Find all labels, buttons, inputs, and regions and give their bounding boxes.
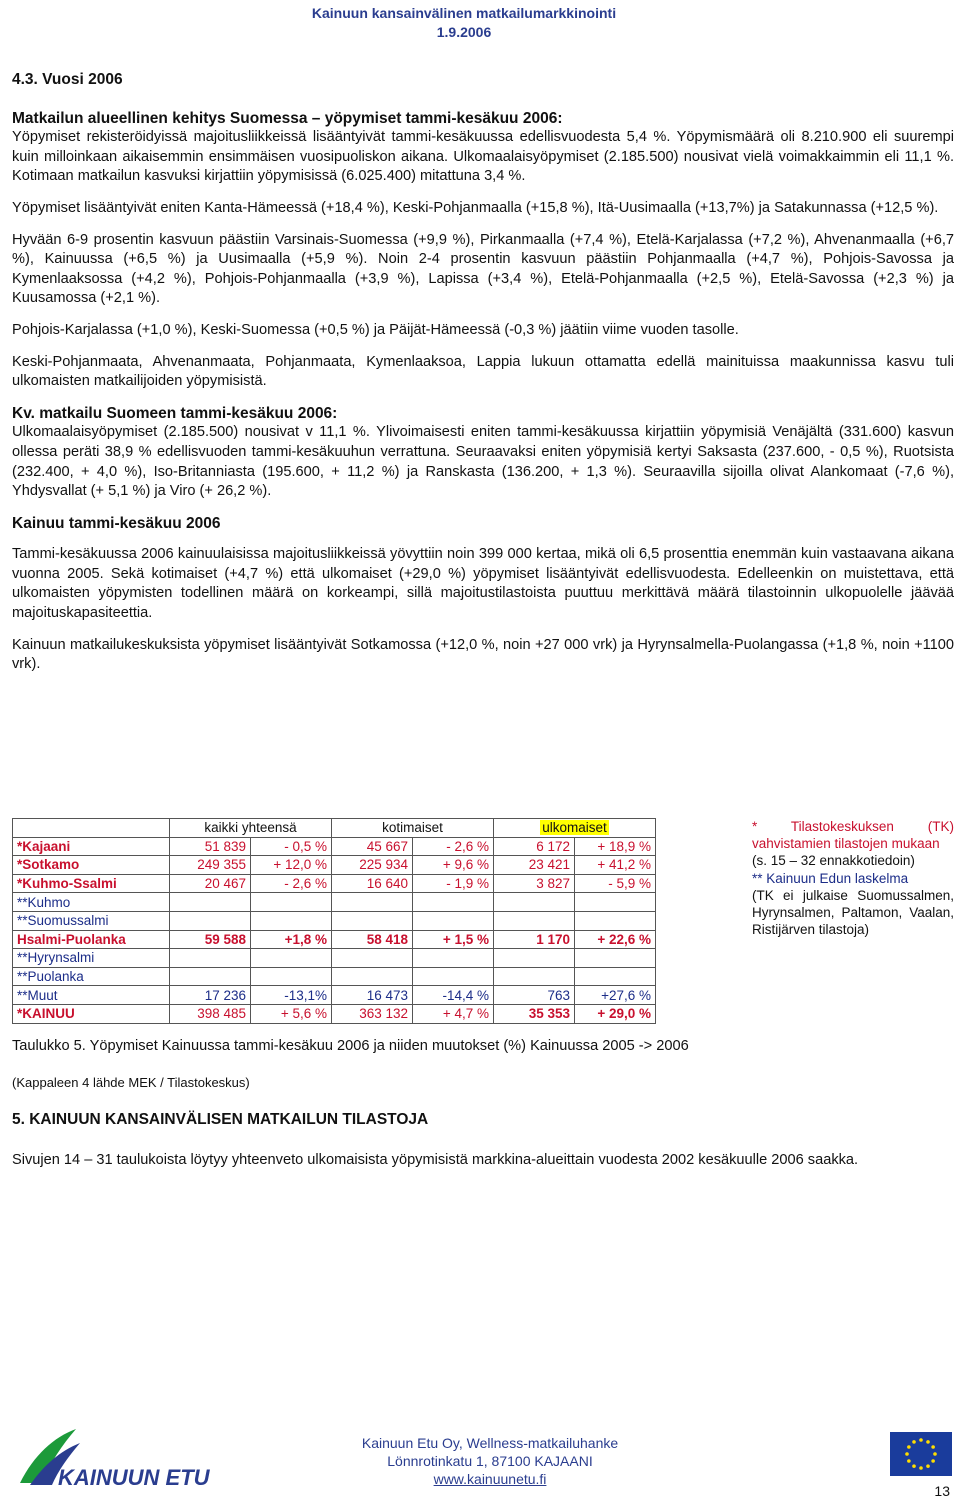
cell-dp: - 2,6 % bbox=[413, 837, 494, 856]
side-note-calculation: ** Kainuun Edun laskelma bbox=[752, 870, 909, 886]
cell-dp bbox=[413, 893, 494, 912]
eu-star bbox=[912, 1440, 916, 1444]
cell-t: 51 839 bbox=[170, 837, 251, 856]
cell-fp: + 41,2 % bbox=[575, 856, 656, 875]
cell-fp: + 22,6 % bbox=[575, 930, 656, 949]
cell-fp: - 5,9 % bbox=[575, 874, 656, 893]
row-label: *Sotkamo bbox=[13, 856, 170, 875]
cell-t: 59 588 bbox=[170, 930, 251, 949]
cell-tp: + 5,6 % bbox=[251, 1004, 332, 1023]
cell-d: 16 640 bbox=[332, 874, 413, 893]
cell-dp: - 1,9 % bbox=[413, 874, 494, 893]
regional-paragraph-4: Pohjois-Karjalassa (+1,0 %), Keski-Suomessa (+0,5 %) ja Päijät-Hämeessä (-0,3 %) jäätiin viime vuoden tasolle. bbox=[12, 321, 739, 338]
row-label: *Kuhmo-Ssalmi bbox=[13, 874, 170, 893]
kainuu-heading: Kainuu tammi-kesäkuu 2006 bbox=[12, 514, 221, 532]
cell-fp: + 18,9 % bbox=[575, 837, 656, 856]
row-label: Hsalmi-Puolanka bbox=[13, 930, 170, 949]
cell-t: 17 236 bbox=[170, 986, 251, 1005]
footer-address: Lönnrotinkatu 1, 87100 KAJAANI bbox=[387, 1453, 593, 1469]
cell-fp bbox=[575, 967, 656, 986]
stats-table bbox=[12, 818, 656, 1024]
cell-d: 363 132 bbox=[332, 1004, 413, 1023]
cell-f: 35 353 bbox=[494, 1004, 575, 1023]
row-label: **Puolanka bbox=[13, 967, 170, 986]
cell-dp: -14,4 % bbox=[413, 986, 494, 1005]
cell-f bbox=[494, 949, 575, 968]
eu-star bbox=[907, 1459, 911, 1463]
table-header-empty bbox=[13, 819, 170, 838]
eu-star bbox=[926, 1440, 930, 1444]
regional-paragraph-2: Yöpymiset lisääntyivät eniten Kanta-Hämeessä (+18,4 %), Keski-Pohjanmaalla (+15,8 %), Itä-Uusimaalla (+13,7%) ja Satakunnassa (+12,5 %). bbox=[12, 199, 939, 216]
footer-company: Kainuun Etu Oy, Wellness-matkailuhanke bbox=[361, 1435, 619, 1451]
row-label: *Kajaani bbox=[13, 837, 170, 856]
cell-f: 23 421 bbox=[494, 856, 575, 875]
cell-fp: + 29,0 % bbox=[575, 1004, 656, 1023]
intl-paragraph: Ulkomaalaisyöpymiset (2.185.500) nousivat v 11,1 %. Ylivoimaisesti eniten tammi-kesäkuussa kirjattiin yöpymisiä Venäjältä (331.600) kasvun ollessa peräti 38,9 % edellisvuoden tammi-kesäkuuhun verrattuna. Seuraavaksi eniten yöpymisiä kertyi Saksasta (237.600, - 0,5 %), Ruotsista (232.400, + 4,0 %), Iso-Britanniasta (195.600, + 11,2 %) ja Ranskasta (136.200, + 1,3 %). Seuraavilla sijoilla olivat Alankomaat (-7,6 %), Yhdysvallat (+ 5,1 %) ja Viro (+ 26,2 %). bbox=[12, 424, 954, 500]
eu-flag-icon bbox=[890, 1432, 952, 1476]
cell-f: 1 170 bbox=[494, 930, 575, 949]
row-label: **Hyrynsalmi bbox=[13, 949, 170, 968]
table-header-foreign bbox=[494, 819, 656, 838]
table-row bbox=[13, 1004, 656, 1023]
kainuu-paragraph-1: Tammi-kesäkuussa 2006 kainuulaisissa majoitusliikkeissä yövyttiin noin 399 000 kertaa, mikä oli 6,5 prosenttia enemmän kuin vastaavana aikana vuonna 2005. Sekä kotimaiset (+4,7 %) että ulkomaiset (+29,0 %) yöpymiset lisääntyivät edellisvuodesta. Edelleenkin on muistettava, että ulkomaisten yöpymisten todellinen määrä on korkeampi, sillä majoitustilastoista puuttuu merkittävä määrä tilastoinnin ulkopuolelle jäävää majoituskapasiteettia. bbox=[12, 546, 954, 622]
cell-f: 6 172 bbox=[494, 837, 575, 856]
document-header bbox=[264, 4, 664, 42]
cell-f bbox=[494, 967, 575, 986]
cell-t: 249 355 bbox=[170, 856, 251, 875]
cell-fp: +27,6 % bbox=[575, 986, 656, 1005]
eu-star bbox=[926, 1464, 930, 1468]
table-row bbox=[13, 949, 656, 968]
regional-heading: Matkailun alueellinen kehitys Suomessa – yöpymiset tammi-kesäkuu 2006: bbox=[12, 109, 563, 127]
stats-table-wrapper bbox=[12, 818, 656, 1024]
section-title: 4.3. Vuosi 2006 bbox=[12, 71, 123, 88]
cell-dp: + 4,7 % bbox=[413, 1004, 494, 1023]
cell-dp bbox=[413, 949, 494, 968]
cell-f: 763 bbox=[494, 986, 575, 1005]
table-header-domestic: kotimaiset bbox=[332, 819, 494, 838]
row-label: **Kuhmo bbox=[13, 893, 170, 912]
cell-dp: + 9,6 % bbox=[413, 856, 494, 875]
side-note-tk-missing: (TK ei julkaise Suomussalmen, Hyrynsalmen, Paltamon, Vaalan, Ristijärven tilastoja) bbox=[752, 887, 954, 938]
table-row bbox=[13, 874, 656, 893]
table-header-row bbox=[13, 819, 656, 838]
regional-paragraph-5: Keski-Pohjanmaata, Ahvenanmaata, Pohjanmaata, Kymenlaaksoa, Lappia lukuun ottamatta edellä mainituissa maakunnissa kasvu tuli ulkomaisten matkailijoiden yöpymisistä. bbox=[12, 353, 954, 390]
cell-t bbox=[170, 911, 251, 930]
eu-star bbox=[931, 1459, 935, 1463]
cell-tp bbox=[251, 967, 332, 986]
svg-text:KAINUUN ETU: KAINUUN ETU bbox=[58, 1465, 210, 1490]
page-number: 13 bbox=[934, 1483, 950, 1499]
cell-f bbox=[494, 911, 575, 930]
cell-d: 58 418 bbox=[332, 930, 413, 949]
cell-t bbox=[170, 949, 251, 968]
cell-tp bbox=[251, 893, 332, 912]
table-row bbox=[13, 967, 656, 986]
row-label: **Suomussalmi bbox=[13, 911, 170, 930]
main-content bbox=[12, 70, 954, 675]
cell-tp: - 0,5 % bbox=[251, 837, 332, 856]
eu-star bbox=[919, 1438, 923, 1442]
table-row bbox=[13, 911, 656, 930]
eu-star bbox=[912, 1464, 916, 1468]
cell-tp bbox=[251, 911, 332, 930]
eu-star bbox=[919, 1466, 923, 1470]
cell-d bbox=[332, 911, 413, 930]
header-title: Kainuun kansainvälinen matkailumarkkinointi bbox=[311, 5, 617, 21]
source-note: (Kappaleen 4 lähde MEK / Tilastokeskus) bbox=[12, 1075, 250, 1090]
header-date: 1.9.2006 bbox=[436, 24, 492, 40]
table-row bbox=[13, 837, 656, 856]
cell-dp bbox=[413, 911, 494, 930]
cell-fp bbox=[575, 893, 656, 912]
cell-d: 16 473 bbox=[332, 986, 413, 1005]
cell-tp: +1,8 % bbox=[251, 930, 332, 949]
table-side-note bbox=[752, 818, 954, 938]
foreign-highlight: ulkomaiset bbox=[542, 820, 607, 836]
table-row bbox=[13, 986, 656, 1005]
footer-website-link[interactable]: www.kainuunetu.fi bbox=[433, 1471, 547, 1487]
kainuu-paragraph-2: Kainuun matkailukeskuksista yöpymiset lisääntyivät Sotkamossa (+12,0 %, noin +27 000 vrk) ja Hyrynsalmella-Puolangassa (+1,8 %, noin +1100 vrk). bbox=[12, 636, 954, 673]
cell-dp bbox=[413, 967, 494, 986]
cell-d bbox=[332, 949, 413, 968]
side-note-tk: * Tilastokeskuksen (TK) vahvistamien tilastojen mukaan bbox=[752, 819, 954, 852]
table-row bbox=[13, 856, 656, 875]
cell-tp bbox=[251, 949, 332, 968]
intl-heading: Kv. matkailu Suomeen tammi-kesäkuu 2006: bbox=[12, 404, 338, 422]
table-row bbox=[13, 893, 656, 912]
cell-d: 45 667 bbox=[332, 837, 413, 856]
cell-tp: -13,1% bbox=[251, 986, 332, 1005]
side-note-preliminary: (s. 15 – 32 ennakkotiedoin) bbox=[752, 853, 915, 869]
eu-star bbox=[933, 1452, 937, 1456]
cell-tp: - 2,6 % bbox=[251, 874, 332, 893]
cell-d bbox=[332, 893, 413, 912]
document-footer bbox=[320, 1434, 660, 1488]
section5-heading: 5. KAINUUN KANSAINVÄLISEN MATKAILUN TILASTOJA bbox=[12, 1111, 429, 1128]
kainuun-etu-logo bbox=[14, 1425, 230, 1495]
cell-t: 398 485 bbox=[170, 1004, 251, 1023]
cell-tp: + 12,0 % bbox=[251, 856, 332, 875]
row-label: *KAINUU bbox=[13, 1004, 170, 1023]
cell-fp bbox=[575, 949, 656, 968]
cell-f bbox=[494, 893, 575, 912]
eu-star bbox=[907, 1445, 911, 1449]
cell-t bbox=[170, 893, 251, 912]
table-caption: Taulukko 5. Yöpymiset Kainuussa tammi-kesäkuu 2006 ja niiden muutokset (%) Kainuussa 2005 -> 2006 bbox=[12, 1038, 689, 1054]
eu-star bbox=[931, 1445, 935, 1449]
cell-dp: + 1,5 % bbox=[413, 930, 494, 949]
cell-f: 3 827 bbox=[494, 874, 575, 893]
table-body bbox=[13, 837, 656, 1023]
cell-fp bbox=[575, 911, 656, 930]
row-label: **Muut bbox=[13, 986, 170, 1005]
section5-paragraph: Sivujen 14 – 31 taulukoista löytyy yhteenveto ulkomaisista yöpymisistä markkina-alueittain vuodesta 2002 kesäkuulle 2006 saakka. bbox=[12, 1152, 859, 1168]
eu-star bbox=[905, 1452, 909, 1456]
regional-paragraph-1: Yöpymiset rekisteröidyissä majoitusliikkeissä lisääntyivät tammi-kesäkuussa edellisvuodesta 5,4 %. Yöpymismäärä oli 8.210.900 eli suurempi kuin milloinkaan aikaisemmin ensimmäisen vuosipuoliskon aikana. Ulkomaalaisyöpymiset (2.185.500) nousivat vielä voimakkaimmin eli 11,1 %. Kotimaan matkailun kasvuksi kirjattiin yöpymisissä (6.025.400) mitattuna 3,4 %. bbox=[12, 129, 954, 185]
table-row bbox=[13, 930, 656, 949]
cell-t: 20 467 bbox=[170, 874, 251, 893]
table-header-total: kaikki yhteensä bbox=[170, 819, 332, 838]
cell-t bbox=[170, 967, 251, 986]
cell-d bbox=[332, 967, 413, 986]
cell-d: 225 934 bbox=[332, 856, 413, 875]
regional-paragraph-3: Hyvään 6-9 prosentin kasvuun päästiin Varsinais-Suomessa (+9,9 %), Pirkanmaalla (+7,4 %), Etelä-Karjalassa (+7,2 %), Ahvenanmaalla (+6,7 %), Kainuussa (+6,5 %) ja Uusimaalla (+5,9 %). Noin 2-4 prosentin kasvuun päästiin Pohjanmaalla (+4,7 %), Pohjois-Savossa ja Kymenlaaksossa (+4,2 %), Pohjois-Pohjanmaalla (+3,9 %), Lapissa (+3,4 %), Etelä-Pohjanmaalla (+2,5 %), Etelä-Savossa (+2,3 %) ja Kuusamossa (+2,1 %). bbox=[12, 231, 954, 307]
